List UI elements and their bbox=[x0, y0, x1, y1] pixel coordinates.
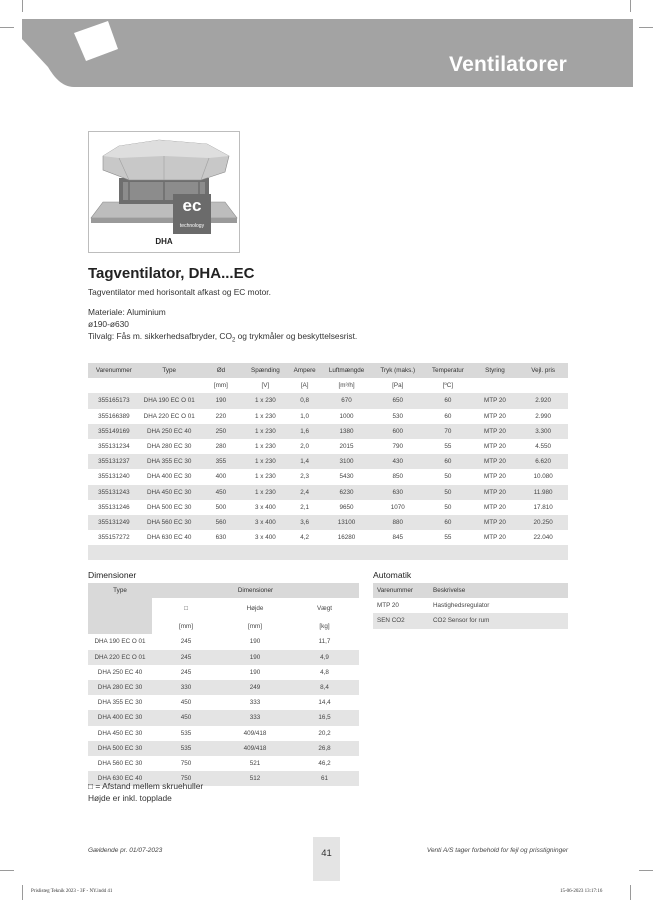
print-slug-file: Prislisteg Teknik 2023 - 3F - NY.indd 41 bbox=[31, 889, 113, 894]
automatik-table bbox=[373, 583, 568, 629]
table-cell: 20.250 bbox=[518, 515, 568, 530]
dimensions-table bbox=[88, 583, 359, 786]
column-header: Styring bbox=[472, 363, 519, 378]
table-cell bbox=[424, 545, 472, 560]
table-cell: 0,8 bbox=[288, 393, 322, 408]
column-header: Tryk (maks.) bbox=[371, 363, 424, 378]
table-cell: 1 x 230 bbox=[243, 454, 287, 469]
table-row bbox=[88, 409, 568, 424]
column-unit: [V] bbox=[243, 378, 287, 393]
crop-mark bbox=[22, 885, 23, 900]
table-cell: 670 bbox=[322, 393, 372, 408]
table-cell: MTP 20 bbox=[472, 424, 519, 439]
table-cell: 1000 bbox=[339, 412, 354, 420]
table-cell bbox=[243, 545, 287, 560]
table-cell: 220 bbox=[215, 412, 227, 420]
table-cell: 3 x 400 bbox=[243, 515, 287, 530]
table-cell: 2015 bbox=[339, 443, 354, 451]
table-row bbox=[88, 530, 568, 545]
table-cell: 3.300 bbox=[518, 424, 568, 439]
table-cell: MTP 20 bbox=[484, 534, 506, 542]
table-cell: 333 bbox=[249, 699, 261, 707]
table-cell: 190 bbox=[220, 650, 290, 665]
table-cell: 50 bbox=[444, 503, 452, 511]
table-cell: MTP 20 bbox=[484, 412, 506, 420]
column-subheader: Højde bbox=[220, 598, 290, 619]
table-cell: CO2 Sensor for rum bbox=[429, 613, 568, 628]
table-cell: 409/418 bbox=[220, 741, 290, 756]
table-cell: MTP 20 bbox=[484, 443, 506, 451]
table-cell: 1,6 bbox=[288, 424, 322, 439]
table-cell: 330 bbox=[152, 680, 220, 695]
table-cell: 5430 bbox=[339, 473, 354, 481]
table-cell: 2,3 bbox=[300, 473, 310, 481]
crop-mark bbox=[0, 870, 14, 871]
ec-technology-badge bbox=[173, 194, 211, 234]
table-row bbox=[88, 710, 359, 725]
table-cell: 355131249 bbox=[88, 515, 140, 530]
table-cell: 50 bbox=[424, 485, 472, 500]
table-cell: 60 bbox=[424, 393, 472, 408]
table-cell: 16,5 bbox=[290, 710, 359, 725]
table-cell: 850 bbox=[392, 473, 403, 481]
table-cell: 355131237 bbox=[88, 454, 140, 469]
table-cell: DHA 250 EC 40 bbox=[97, 668, 143, 676]
table-row bbox=[373, 598, 568, 613]
table-empty-row bbox=[88, 545, 568, 560]
table-cell: 630 bbox=[215, 534, 227, 542]
page-number: 41 bbox=[321, 848, 332, 859]
table-cell: 2.920 bbox=[518, 393, 568, 408]
table-row bbox=[88, 650, 359, 665]
table-cell: 190 bbox=[199, 393, 243, 408]
table-row bbox=[88, 424, 568, 439]
table-cell: 46,2 bbox=[318, 759, 331, 767]
crop-mark bbox=[630, 0, 631, 12]
column-unit: [Pa] bbox=[371, 378, 424, 393]
table-cell: 2,1 bbox=[300, 503, 310, 511]
roof-fan-illustration bbox=[89, 132, 239, 236]
table-row bbox=[88, 726, 359, 741]
column-header: Spænding bbox=[243, 363, 287, 378]
table-cell: 14,4 bbox=[318, 699, 331, 707]
table-cell: 535 bbox=[152, 741, 220, 756]
option-suffix: og trykmåler og beskyttelsesrist. bbox=[235, 331, 358, 341]
column-unit: [ºC] bbox=[424, 378, 472, 393]
table-row bbox=[88, 515, 568, 530]
automatik-title: Automatik bbox=[373, 570, 412, 580]
table-cell: 355131246 bbox=[98, 503, 130, 511]
table-cell: 70 bbox=[424, 424, 472, 439]
table-cell: 4,2 bbox=[300, 534, 310, 542]
table-row bbox=[88, 680, 359, 695]
table-cell: MTP 20 bbox=[472, 515, 519, 530]
table-cell: 355165173 bbox=[88, 393, 140, 408]
column-header: Beskrivelse bbox=[429, 583, 568, 598]
table-cell: DHA 560 EC 30 bbox=[140, 515, 199, 530]
table-cell: DHA 220 EC O 01 bbox=[88, 650, 152, 665]
table-row bbox=[88, 500, 568, 515]
table-cell: 630 bbox=[371, 485, 424, 500]
table-cell: 55 bbox=[444, 443, 452, 451]
table-cell: DHA 450 EC 30 bbox=[140, 485, 199, 500]
table-cell: 60 bbox=[424, 454, 472, 469]
table-cell: DHA 400 EC 30 bbox=[88, 710, 152, 725]
table-cell: 60 bbox=[444, 412, 452, 420]
table-cell: DHA 280 EC 30 bbox=[88, 680, 152, 695]
table-cell: 4.550 bbox=[535, 443, 551, 451]
table-cell: 26,8 bbox=[290, 741, 359, 756]
column-subheader: □ bbox=[152, 598, 220, 619]
table-cell: 11.980 bbox=[518, 485, 568, 500]
table-cell: 530 bbox=[392, 412, 403, 420]
product-diameter: ø190-ø630 bbox=[88, 319, 129, 329]
table-cell: 17.810 bbox=[533, 503, 553, 511]
table-cell: MTP 20 bbox=[377, 602, 399, 610]
ec-badge-subtext: technology bbox=[179, 223, 205, 229]
table-cell: 3,6 bbox=[288, 515, 322, 530]
table-cell: 2.990 bbox=[535, 412, 551, 420]
column-unit: [A] bbox=[288, 378, 322, 393]
column-header: Vejl. pris bbox=[518, 363, 568, 378]
table-cell: MTP 20 bbox=[472, 485, 519, 500]
table-cell: 22.040 bbox=[533, 534, 553, 542]
column-header: Varenummer bbox=[88, 363, 140, 378]
table-cell: 1380 bbox=[322, 424, 372, 439]
table-cell: 16280 bbox=[337, 534, 356, 542]
table-row bbox=[88, 756, 359, 771]
table-cell bbox=[288, 545, 322, 560]
table-row bbox=[88, 393, 568, 408]
table-cell: 450 bbox=[199, 485, 243, 500]
table-cell: 245 bbox=[180, 638, 192, 646]
table-cell: 3 x 400 bbox=[255, 503, 276, 511]
table-cell: 355131234 bbox=[98, 443, 130, 451]
table-units-row bbox=[88, 378, 568, 393]
column-unit bbox=[88, 378, 140, 393]
table-cell: 190 bbox=[249, 668, 261, 676]
table-cell: 3100 bbox=[322, 454, 372, 469]
table-cell: 20,2 bbox=[318, 729, 331, 737]
table-cell: 500 bbox=[215, 503, 227, 511]
table-cell bbox=[472, 545, 519, 560]
table-cell: DHA 355 EC 30 bbox=[140, 454, 199, 469]
table-cell bbox=[518, 545, 568, 560]
column-unit: [kg] bbox=[290, 619, 359, 634]
table-cell: 430 bbox=[371, 454, 424, 469]
table-cell bbox=[199, 545, 243, 560]
table-cell: DHA 630 EC 40 bbox=[146, 534, 192, 542]
table-cell: 450 bbox=[180, 699, 192, 707]
table-cell bbox=[88, 545, 140, 560]
table-cell bbox=[88, 598, 152, 619]
table-cell: 535 bbox=[180, 729, 192, 737]
table-cell: 790 bbox=[392, 443, 403, 451]
table-cell: 9650 bbox=[339, 503, 354, 511]
crop-mark bbox=[22, 0, 23, 12]
table-cell: DHA 500 EC 30 bbox=[146, 503, 192, 511]
print-slug-date: 15-06-2023 13:17:16 bbox=[560, 889, 603, 894]
table-header-row bbox=[88, 363, 568, 378]
column-unit: [mm] bbox=[199, 378, 243, 393]
table-cell: 355131243 bbox=[88, 485, 140, 500]
table-cell bbox=[322, 545, 372, 560]
product-options bbox=[88, 331, 357, 344]
table-cell: SEN CO2 bbox=[373, 613, 429, 628]
table-cell: DHA 630 EC 40 bbox=[88, 771, 152, 786]
table-cell: 1,0 bbox=[300, 412, 310, 420]
product-description: Tagventilator med horisontalt afkast og EC motor. bbox=[88, 287, 271, 297]
table-cell: MTP 20 bbox=[484, 503, 506, 511]
table-cell: 55 bbox=[444, 534, 452, 542]
crop-mark bbox=[630, 885, 631, 900]
table-cell: 355157272 bbox=[98, 534, 130, 542]
table-cell: MTP 20 bbox=[484, 473, 506, 481]
header-band bbox=[22, 19, 633, 87]
table-cell: MTP 20 bbox=[472, 393, 519, 408]
table-row bbox=[88, 634, 359, 649]
column-unit bbox=[140, 378, 199, 393]
table-header-row bbox=[373, 583, 568, 598]
section-title: Ventilatorer bbox=[449, 53, 567, 76]
table-row bbox=[88, 439, 568, 454]
column-unit bbox=[518, 378, 568, 393]
table-cell: 1 x 230 bbox=[255, 443, 276, 451]
table-cell: 1070 bbox=[390, 503, 405, 511]
table-cell: 280 bbox=[215, 443, 227, 451]
page-number-box bbox=[313, 837, 340, 881]
table-cell: DHA 190 EC O 01 bbox=[140, 393, 199, 408]
table-cell: 245 bbox=[152, 650, 220, 665]
column-header: Type bbox=[140, 363, 199, 378]
table-cell: DHA 450 EC 30 bbox=[97, 729, 143, 737]
option-prefix: Tilvalg: Fås m. sikkerhedsafbryder, CO bbox=[88, 331, 232, 341]
table-cell: 4,9 bbox=[290, 650, 359, 665]
column-unit bbox=[472, 378, 519, 393]
table-cell: 880 bbox=[371, 515, 424, 530]
table-cell: 3 x 400 bbox=[255, 534, 276, 542]
table-cell: 400 bbox=[215, 473, 227, 481]
footer-disclaimer: Venti A/S tager forbehold for fejl og prisstigninger bbox=[426, 847, 568, 854]
table-cell: 450 bbox=[152, 710, 220, 725]
table-cell: 61 bbox=[290, 771, 359, 786]
column-header: Ød bbox=[199, 363, 243, 378]
table-units-row bbox=[88, 619, 359, 634]
table-cell: 845 bbox=[392, 534, 403, 542]
column-subheader: Vægt bbox=[290, 598, 359, 619]
ec-badge-text: ec bbox=[182, 196, 202, 215]
table-cell: DHA 190 EC O 01 bbox=[94, 638, 146, 646]
table-cell: 50 bbox=[444, 473, 452, 481]
product-title: Tagventilator, DHA...EC bbox=[88, 265, 255, 282]
table-row bbox=[88, 695, 359, 710]
column-header: Type bbox=[88, 583, 152, 598]
table-cell: 13100 bbox=[322, 515, 372, 530]
table-cell: DHA 500 EC 30 bbox=[88, 741, 152, 756]
table-cell: 10.080 bbox=[533, 473, 553, 481]
option-subscript: 2 bbox=[231, 337, 236, 344]
column-unit: [mm] bbox=[152, 619, 220, 634]
column-unit: [mm] bbox=[220, 619, 290, 634]
table-cell: 650 bbox=[371, 393, 424, 408]
table-cell: 8,4 bbox=[290, 680, 359, 695]
table-cell: DHA 560 EC 30 bbox=[97, 759, 143, 767]
column-header: Varenummer bbox=[373, 583, 429, 598]
crop-mark bbox=[639, 27, 653, 28]
table-cell: 1 x 230 bbox=[255, 412, 276, 420]
footer-validity: Gældende pr. 01/07-2023 bbox=[88, 847, 163, 854]
crop-mark bbox=[0, 27, 14, 28]
table-cell: 355131240 bbox=[98, 473, 130, 481]
table-cell: DHA 280 EC 30 bbox=[146, 443, 192, 451]
table-row bbox=[88, 469, 568, 484]
table-cell: 2,0 bbox=[300, 443, 310, 451]
table-row bbox=[88, 454, 568, 469]
table-cell: 2,4 bbox=[288, 485, 322, 500]
table-cell: 250 bbox=[199, 424, 243, 439]
table-row bbox=[88, 665, 359, 680]
table-cell bbox=[88, 619, 152, 634]
table-cell: 600 bbox=[371, 424, 424, 439]
column-header: Temperatur bbox=[424, 363, 472, 378]
table-row bbox=[88, 741, 359, 756]
table-cell: 355166389 bbox=[98, 412, 130, 420]
table-subheader-row bbox=[88, 598, 359, 619]
table-cell: 512 bbox=[220, 771, 290, 786]
column-header: Luftmængde bbox=[322, 363, 372, 378]
dimensions-title: Dimensioner bbox=[88, 570, 137, 580]
table-cell: 1 x 230 bbox=[243, 424, 287, 439]
table-cell bbox=[140, 545, 199, 560]
table-cell: 60 bbox=[424, 515, 472, 530]
table-cell: 750 bbox=[152, 771, 220, 786]
table-cell: 409/418 bbox=[243, 729, 267, 737]
table-cell: DHA 250 EC 40 bbox=[140, 424, 199, 439]
table-cell: 750 bbox=[180, 759, 192, 767]
table-cell: 1 x 230 bbox=[255, 473, 276, 481]
table-cell bbox=[371, 545, 424, 560]
table-cell: 560 bbox=[199, 515, 243, 530]
table-row bbox=[373, 613, 568, 628]
table-cell: DHA 220 EC O 01 bbox=[143, 412, 195, 420]
table-cell: 249 bbox=[220, 680, 290, 695]
table-cell: 355 bbox=[199, 454, 243, 469]
table-header-row bbox=[88, 583, 359, 598]
table-cell: MTP 20 bbox=[472, 454, 519, 469]
table-cell: 4,8 bbox=[320, 668, 329, 676]
table-cell: 333 bbox=[220, 710, 290, 725]
product-image-frame bbox=[88, 131, 240, 253]
table-cell: DHA 355 EC 30 bbox=[97, 699, 143, 707]
table-cell: DHA 400 EC 30 bbox=[146, 473, 192, 481]
column-header: Ampere bbox=[288, 363, 322, 378]
table-cell: 245 bbox=[180, 668, 192, 676]
product-material: Materiale: Aluminium bbox=[88, 307, 166, 317]
table-cell: 1 x 230 bbox=[243, 393, 287, 408]
table-cell: 355149169 bbox=[88, 424, 140, 439]
table-cell: 1,4 bbox=[288, 454, 322, 469]
table-cell: Hastighedsregulator bbox=[433, 602, 490, 610]
product-table bbox=[88, 363, 568, 560]
dimensions-note-spacing: □ = Afstand mellem skruehuller bbox=[88, 781, 204, 791]
dimensions-note-height: Højde er inkl. topplade bbox=[88, 793, 172, 803]
table-row bbox=[88, 485, 568, 500]
crop-mark bbox=[639, 870, 653, 871]
product-image-label: DHA bbox=[155, 237, 173, 246]
table-cell: 190 bbox=[249, 638, 261, 646]
table-cell: 1 x 230 bbox=[243, 485, 287, 500]
column-header: Dimensioner bbox=[152, 583, 359, 598]
table-cell: 521 bbox=[249, 759, 261, 767]
table-cell: 6.620 bbox=[518, 454, 568, 469]
column-unit: [m³/h] bbox=[322, 378, 372, 393]
table-cell: 6230 bbox=[322, 485, 372, 500]
table-cell: 11,7 bbox=[318, 638, 331, 646]
